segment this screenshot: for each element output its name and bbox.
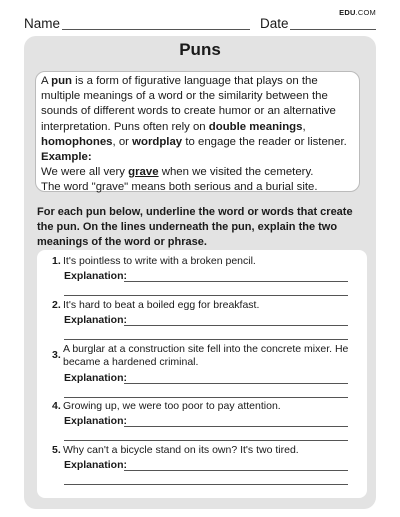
name-label: Name: [24, 16, 61, 31]
header: [24, 16, 376, 32]
definition-text: A pun is a form of figurative language that plays on the multiple meanings of a word or the similarity between the sounds of different words to create humor or an alternative interpretation. Puns often rely on double meanings, homophones, or wordplay to engage the reader or listener.: [41, 75, 347, 148]
answer-line[interactable]: [124, 281, 348, 282]
answer-line[interactable]: [124, 383, 348, 384]
example-label: Example:: [41, 151, 92, 164]
date-label: Date: [260, 16, 289, 31]
example-sentence: We were all very grave when we visited the cemetery.: [41, 166, 314, 179]
answer-line[interactable]: [64, 339, 348, 340]
brand-logo: EDU.COM: [339, 8, 376, 17]
explanation-label: Explanation:: [64, 415, 128, 427]
explanation-label: Explanation:: [64, 270, 128, 282]
answer-line[interactable]: [124, 426, 348, 427]
explanation-label: Explanation:: [64, 314, 128, 326]
explanation-label: Explanation:: [64, 372, 128, 384]
name-field[interactable]: [62, 29, 250, 30]
intro-box: [35, 71, 360, 192]
page-title: Puns: [179, 40, 221, 59]
instructions: For each pun below, underline the word or words that create the pun. On the lines underneath the pun, explain the two meanings of the word or phrase.: [37, 206, 353, 248]
date-field[interactable]: [290, 29, 376, 30]
answer-line[interactable]: [64, 440, 348, 441]
answer-line[interactable]: [64, 484, 348, 485]
answer-line[interactable]: [124, 325, 348, 326]
example-explanation: The word "grave" means both serious and a burial site.: [41, 181, 318, 194]
answer-line[interactable]: [64, 397, 348, 398]
answer-line[interactable]: [64, 295, 348, 296]
explanation-label: Explanation:: [64, 459, 128, 471]
answer-line[interactable]: [124, 470, 348, 471]
